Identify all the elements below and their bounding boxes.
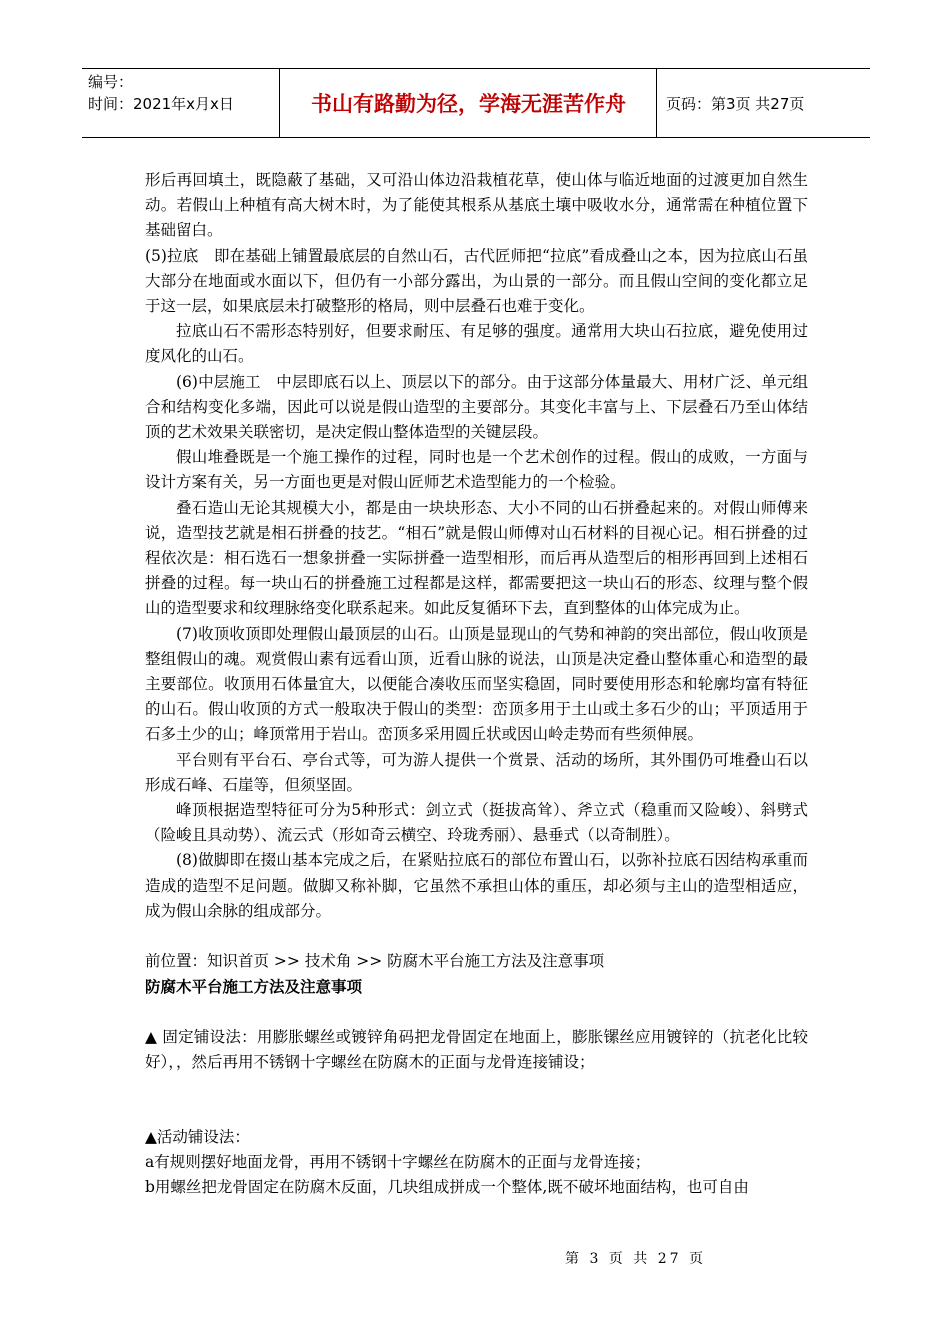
document-time: 时间：2021年x月x日 [88,95,234,113]
header-motto: 书山有路勤为径，学海无涯苦作舟 [311,92,626,116]
active-method-item-b: b用螺丝把龙骨固定在防腐木反面，几块组成拼成一个整体,既不破坏地面结构，也可自由 [145,1178,749,1197]
paragraph: 假山堆叠既是一个施工操作的过程，同时也是一个艺术创作的过程。假山的成败，一方面与设计方案有关，另一方面也更是对假山匠师艺术造型能力的一个检验。 [145,448,808,492]
document-body [145,168,808,1201]
breadcrumb: 前位置：知识首页 >> 技术角 >> 防腐木平台施工方法及注意事项 [145,952,605,971]
paragraph: (8)做脚即在掇山基本完成之后，在紧贴拉底石的部位布置山石，以弥补拉底石因结构承重而造成的造型不足问题。做脚又称补脚，它虽然不承担山体的重压，却必须与主山的造型相适应，成为假山余脉的组成部分。 [145,851,808,920]
document-number: 编号： [88,73,134,91]
paragraph: 拉底山石不需形态特别好，但要求耐压、有足够的强度。通常用大块山石拉底，避免使用过度风化的山石。 [145,322,808,366]
paragraph: 叠石造山无论其规模大小，都是由一块块形态、大小不同的山石拼叠起来的。对假山师傅来说，造型技艺就是相石拼叠的技艺。“相石”就是假山师傅对山石材料的目视心记。相石拼叠的过程依次是：相石选石一想象拼叠一实际拼叠一造型相形，而后再从造型后的相形再回到上述相石拼叠的过程。每一块山石的拼叠施工过程都是这样，都需要把这一块山石的形态、纹理与整个假山的造型要求和纹理脉络变化联系起来。如此反复循环下去，直到整体的山体完成为止。 [145,498,808,618]
page-header [82,68,870,138]
paragraph: 形后再回填土，既隐蔽了基础，又可沿山体边沿栽植花草，使山体与临近地面的过渡更加自然生动。若假山上种植有高大树木时，为了能使其根系从基底土壤中吸收水分，通常需在种植位置下基础留白。 [145,171,808,240]
paragraph: (5)拉底 即在基础上铺置最底层的自然山石，古代匠师把“拉底”看成叠山之本，因为拉底山石虽大部分在地面或水面以下，但仍有一小部分露出，为山景的一部分。而且假山空间的变化都立足于这一层，如果底层未打破整形的格局，则中层叠石也难于变化。 [145,246,808,316]
page-footer: 第 3 页 共 27 页 [565,1251,706,1267]
paragraph: (7)收顶收顶即处理假山最顶层的山石。山顶是显现山的气势和神韵的突出部位，假山收顶是整组假山的魂。观赏假山素有远看山顶，近看山脉的说法，山顶是决定叠山整体重心和造型的最主要部位。收顶用石体量宜大，以便能合凑收压而坚实稳固，同时要使用形态和轮廓均富有特征的山石。假山收顶的方式一般取决于假山的类型：峦顶多用于土山或土多石少的山；平顶适用于石多土少的山；峰顶常用于岩山。峦顶多采用圆丘状或因山岭走势而有些须伸展。 [145,624,808,744]
paragraph: (6)中层施工 中层即底石以上、顶层以下的部分。由于这部分体量最大、用材广泛、单元组合和结构变化多端，因此可以说是假山造型的主要部分。其变化丰富与上、下层叠石乃至山体结顶的艺术效果关联密切，是决定假山整体造型的关键层段。 [145,372,808,442]
paragraph: 平台则有平台石、亭台式等，可为游人提供一个赏景、活动的场所，其外围仍可堆叠山石以形成石峰、石崖等，但须坚固。 [145,750,808,794]
active-method-title: ▲活动铺设法： [145,1127,250,1146]
paragraph: 峰顶根据造型特征可分为5种形式：剑立式（挺拔高耸）、斧立式（稳重而又险峻）、斜劈式（险峻且具动势）、流云式（形如奇云横空、玲珑秀丽）、悬垂式（以奇制胜）。 [145,801,808,845]
header-divider [656,69,657,137]
fixed-method-paragraph: ▲ 固定铺设法：用膨胀螺丝或镀锌角码把龙骨固定在地面上，膨胀镙丝应用镀锌的（抗老化比较好），，然后再用不锈钢十字螺丝在防腐木的正面与龙骨连接铺设； [145,1027,808,1071]
section-title: 防腐木平台施工方法及注意事项 [145,977,363,997]
header-divider [279,69,280,137]
active-method-item-a: a有规则摆好地面龙骨，再用不锈钢十字螺丝在防腐木的正面与龙骨连接； [145,1153,651,1172]
header-page-info: 页码：第3页 共27页 [666,95,805,113]
header-meta [88,71,278,115]
